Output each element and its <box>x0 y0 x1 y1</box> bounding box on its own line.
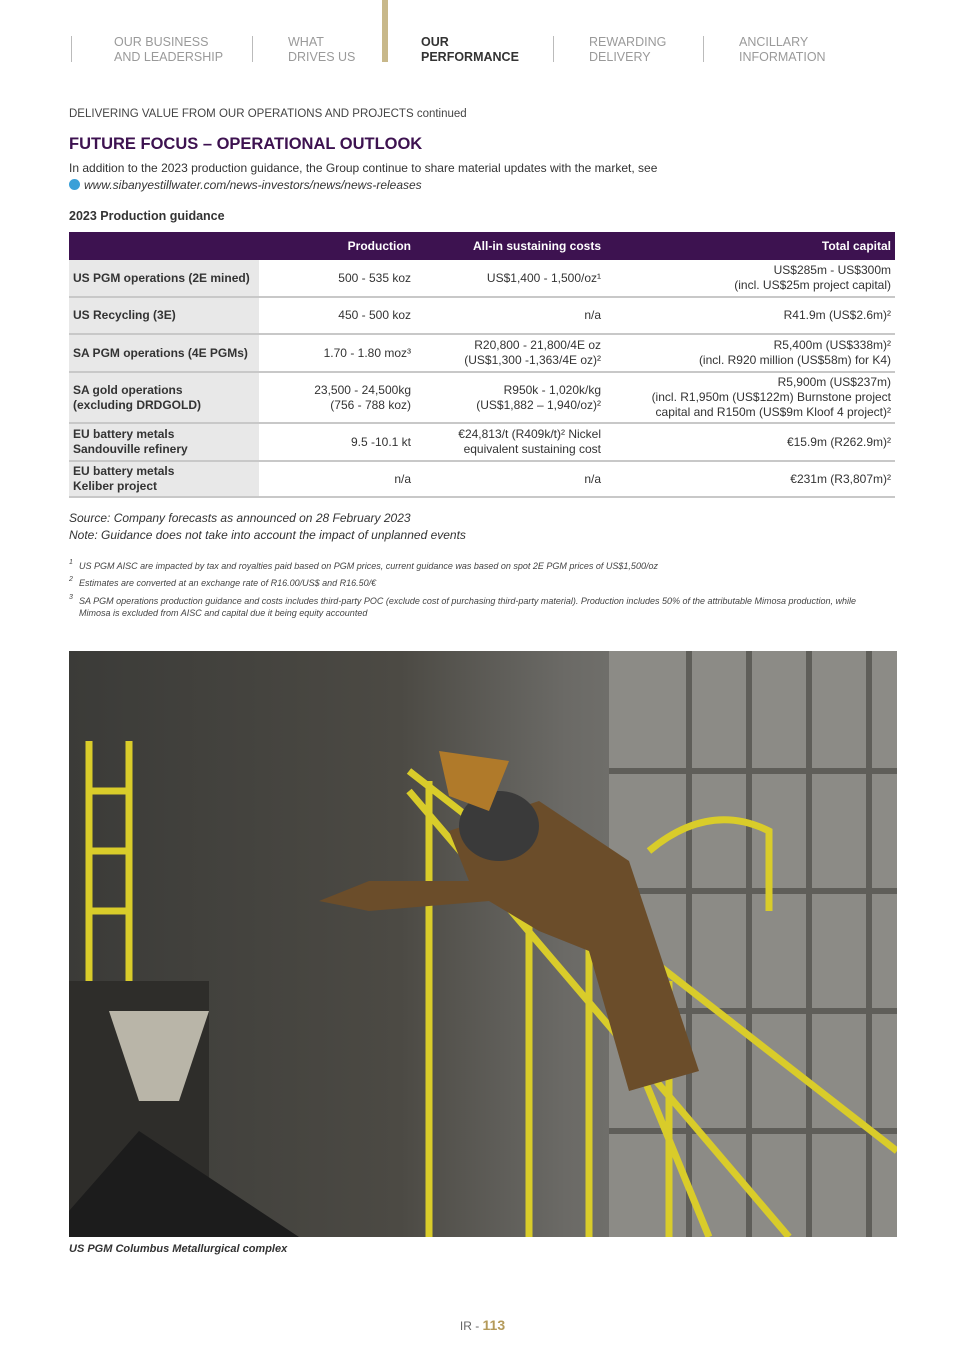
globe-icon <box>69 179 80 190</box>
total-capital-cell <box>605 260 895 297</box>
aisc-cell-line: equivalent sustaining cost <box>463 442 601 456</box>
production-cell-line: 450 - 500 koz <box>338 308 411 322</box>
nav-label: WHAT <box>288 35 324 49</box>
aisc-cell-line: (US$1,300 -1,363/4E oz)² <box>464 353 601 367</box>
production-cell-line: 23,500 - 24,500kg <box>314 382 411 397</box>
page-title: FUTURE FOCUS – OPERATIONAL OUTLOOK <box>69 135 423 153</box>
footnote-text: SA PGM operations production guidance and costs includes third-party POC (exclude cost of purchasing third-party material). Production includes 50% of the attributable Mimosa production, while Mimosa is excluded from AISC and capital due it being equity accounted <box>79 596 857 618</box>
intro-sentence: In addition to the 2023 production guidance, the Group continue to share material updates with the market, see <box>69 161 658 175</box>
production-cell-line: n/a <box>394 471 411 486</box>
guidance-note: Note: Guidance does not take into account the impact of unplanned events <box>69 528 466 542</box>
footnote-number: 2 <box>69 576 73 583</box>
section-nav <box>0 0 965 70</box>
total-capital-cell-line: (incl. US$25m project capital) <box>734 278 891 292</box>
nav-label: DELIVERY <box>589 50 651 64</box>
table-row <box>69 423 895 461</box>
aisc-cell-line: R20,800 - 21,800/4E oz <box>474 338 601 352</box>
nav-our-performance[interactable] <box>421 35 519 65</box>
nav-label: REWARDING <box>589 35 667 49</box>
nav-what-drives-us[interactable] <box>288 35 355 65</box>
row-label <box>69 423 259 461</box>
row-label <box>69 260 259 297</box>
page-number-value: 113 <box>482 1317 506 1333</box>
production-cell <box>259 423 415 461</box>
footnote-number: 3 <box>69 594 73 601</box>
production-cell <box>259 461 415 497</box>
page-prefix: IR - <box>459 1319 483 1333</box>
row-label-line: US Recycling (3E) <box>73 308 176 322</box>
nav-divider <box>71 36 72 62</box>
nav-divider <box>703 36 704 62</box>
total-capital-cell <box>605 423 895 461</box>
header-total-capital: Total capital <box>605 232 895 260</box>
production-cell-line: (756 - 788 koz) <box>330 397 411 412</box>
nav-label: PERFORMANCE <box>421 50 519 64</box>
header-blank <box>69 232 259 260</box>
aisc-cell-line: n/a <box>584 308 601 322</box>
row-label-line: Keliber project <box>73 479 158 493</box>
row-label <box>69 461 259 497</box>
nav-label: OUR BUSINESS <box>114 35 209 49</box>
row-label-line: SA gold operations <box>73 382 183 397</box>
total-capital-cell-line: €15.9m (R262.9m)² <box>786 434 891 449</box>
total-capital-cell-line: (incl. R920 million (US$58m) for K4) <box>698 353 891 367</box>
table-heading: 2023 Production guidance <box>69 209 225 223</box>
row-label-line: EU battery metals <box>73 427 175 441</box>
row-label <box>69 372 259 423</box>
nav-label: DRIVES US <box>288 50 356 64</box>
row-label-line: US PGM operations (2E mined) <box>73 270 250 285</box>
production-cell <box>259 297 415 334</box>
aisc-cell-line: (US$1,882 – 1,940/oz)² <box>476 397 601 412</box>
nav-rewarding-delivery[interactable] <box>589 35 666 65</box>
total-capital-cell <box>605 461 895 497</box>
metallurgical-complex-photo <box>69 651 897 1237</box>
aisc-cell <box>415 260 605 297</box>
total-capital-cell-line: (incl. R1,950m (US$122m) Burnstone project <box>651 390 891 404</box>
nav-divider <box>252 36 253 62</box>
page-number <box>0 1317 965 1333</box>
photo-illustration <box>69 651 897 1237</box>
production-guidance-table <box>69 232 895 498</box>
nav-label: AND LEADERSHIP <box>114 50 224 64</box>
section-kicker: DELIVERING VALUE FROM OUR OPERATIONS AND PROJECTS continued <box>69 108 467 120</box>
aisc-cell-line: R950k - 1,020k/kg <box>503 382 601 397</box>
table-row <box>69 334 895 372</box>
table-row <box>69 461 895 497</box>
table-header-row <box>69 232 895 260</box>
total-capital-cell <box>605 297 895 334</box>
footnote-text: US PGM AISC are impacted by tax and royalties paid based on PGM prices, current guidance was based on spot 2E PGM prices of US$1,500/oz <box>79 561 658 571</box>
active-section-marker <box>382 0 388 62</box>
aisc-cell <box>415 334 605 372</box>
nav-divider <box>553 36 554 62</box>
nav-label: INFORMATION <box>739 50 826 64</box>
aisc-cell <box>415 297 605 334</box>
row-label <box>69 334 259 372</box>
table-row <box>69 372 895 423</box>
total-capital-cell <box>605 372 895 423</box>
row-label <box>69 297 259 334</box>
footnote-3 <box>69 595 889 619</box>
nav-label: ANCILLARY <box>739 35 809 49</box>
footnote-number: 1 <box>69 559 73 566</box>
aisc-cell <box>415 372 605 423</box>
production-cell-line: 1.70 - 1.80 moz³ <box>323 345 411 360</box>
table-row <box>69 260 895 297</box>
total-capital-cell-line: R5,900m (US$237m) <box>777 375 891 389</box>
aisc-cell-line: US$1,400 - 1,500/oz¹ <box>486 270 601 285</box>
aisc-cell-line: €24,813/t (R409k/t)² Nickel <box>458 427 601 441</box>
aisc-cell <box>415 423 605 461</box>
production-cell <box>259 260 415 297</box>
row-label-line: (excluding DRDGOLD) <box>73 397 201 412</box>
row-label-line: EU battery metals <box>73 464 175 478</box>
nav-label: OUR <box>421 35 449 49</box>
production-cell <box>259 334 415 372</box>
aisc-cell-line: n/a <box>584 471 601 486</box>
row-label-line: Sandouville refinery <box>73 442 188 456</box>
header-aisc: All-in sustaining costs <box>415 232 605 260</box>
table-notes <box>69 510 466 544</box>
photo-caption: US PGM Columbus Metallurgical complex <box>69 1243 288 1255</box>
intro-text <box>69 160 899 194</box>
total-capital-cell-line: R5,400m (US$338m)² <box>773 338 891 352</box>
total-capital-cell <box>605 334 895 372</box>
production-cell <box>259 372 415 423</box>
production-cell-line: 9.5 -10.1 kt <box>350 434 411 449</box>
nav-our-business[interactable] <box>114 35 223 65</box>
footnote-2 <box>69 577 889 589</box>
table-row <box>69 297 895 334</box>
production-cell-line: 500 - 535 koz <box>338 270 411 285</box>
total-capital-cell-line: €231m (R3,807m)² <box>790 471 891 486</box>
aisc-cell <box>415 461 605 497</box>
footnote-text: Estimates are converted at an exchange rate of R16.00/US$ and R16.50/€ <box>79 578 377 588</box>
header-production: Production <box>259 232 415 260</box>
nav-ancillary-information[interactable] <box>739 35 826 65</box>
news-releases-link[interactable]: www.sibanyestillwater.com/news-investors/news/news-releases <box>84 178 422 192</box>
source-note: Source: Company forecasts as announced on 28 February 2023 <box>69 511 411 525</box>
footnote-1 <box>69 560 889 572</box>
total-capital-cell-line: capital and R150m (US$9m Kloof 4 project)² <box>655 405 891 419</box>
total-capital-cell-line: US$285m - US$300m <box>773 263 891 277</box>
total-capital-cell-line: R41.9m (US$2.6m)² <box>783 308 891 322</box>
row-label-line: SA PGM operations (4E PGMs) <box>73 345 248 360</box>
